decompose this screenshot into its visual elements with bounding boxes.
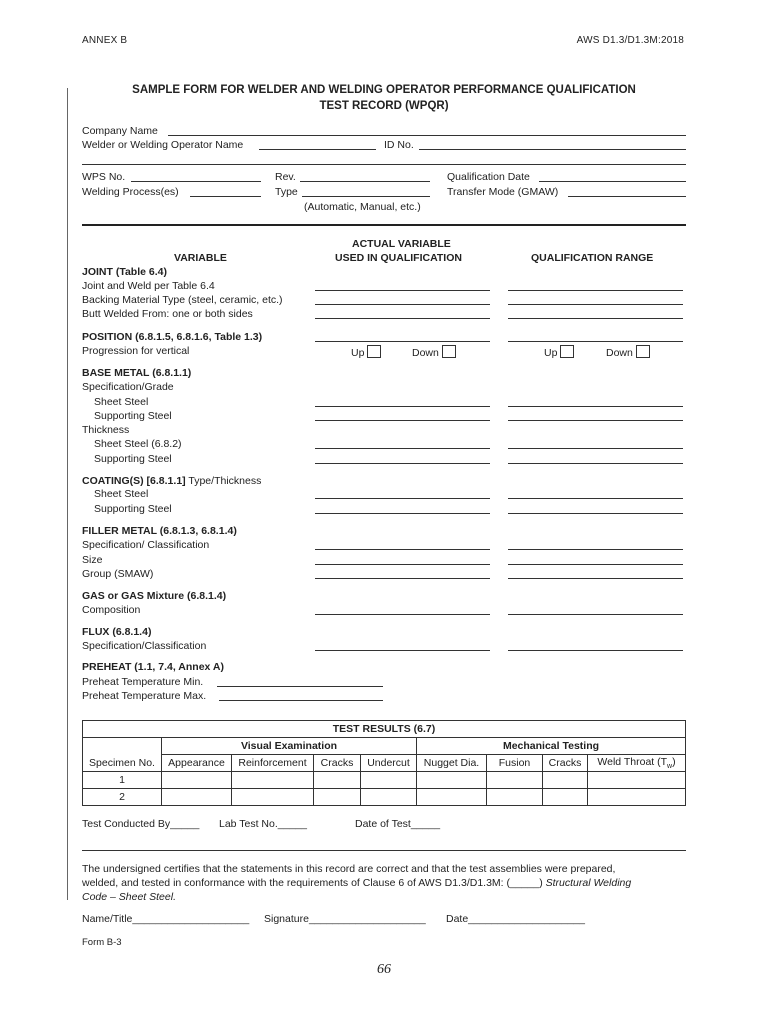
supporting-steel-actual-field[interactable] [315, 420, 490, 421]
cell[interactable] [417, 789, 487, 806]
welder-name-field[interactable] [259, 149, 376, 150]
flux-range-field[interactable] [508, 650, 683, 651]
joint-weld-label: Joint and Weld per Table 6.4 [82, 280, 215, 292]
up-label: Up [544, 347, 558, 359]
wps-no-label: WPS No. [82, 171, 126, 183]
col-header: Fusion [487, 755, 543, 772]
cert-line2 [82, 877, 631, 889]
transfer-mode-label: Transfer Mode (GMAW) [447, 186, 559, 198]
preheat-min-field[interactable] [217, 686, 383, 687]
position-actual-field[interactable] [315, 341, 490, 342]
down-label: Down [412, 347, 439, 359]
actual-up [351, 345, 381, 359]
group-actual-field[interactable] [315, 578, 490, 579]
form-title-line1: SAMPLE FORM FOR WELDER AND WELDING OPERATOR PERFORMANCE QUALIFICATION [132, 84, 636, 96]
coating-sheet-range-field[interactable] [508, 498, 683, 499]
sheet-steel-range-field[interactable] [508, 406, 683, 407]
test-conducted-by[interactable]: Test Conducted By_____ [82, 818, 200, 830]
supporting-steel-label: Supporting Steel [94, 410, 172, 422]
cell[interactable] [543, 772, 588, 789]
type-note: (Automatic, Manual, etc.) [304, 201, 421, 213]
form-title-line2: TEST RECORD (WPQR) [319, 100, 449, 112]
table-row [83, 772, 686, 789]
position-heading: POSITION (6.8.1.5, 6.8.1.6, Table 1.3) [82, 331, 263, 343]
actual-down-checkbox[interactable] [442, 345, 456, 358]
cell[interactable] [162, 789, 232, 806]
supporting-steel-thk-label: Supporting Steel [94, 453, 172, 465]
backing-label: Backing Material Type (steel, ceramic, etc.) [82, 294, 283, 306]
cell[interactable] [361, 772, 417, 789]
position-range-field[interactable] [508, 341, 683, 342]
size-label: Size [82, 554, 103, 566]
sheet-steel-actual-field[interactable] [315, 406, 490, 407]
range-up-checkbox[interactable] [560, 345, 574, 358]
id-no-label: ID No. [384, 139, 414, 151]
butt-range-field[interactable] [508, 318, 683, 319]
size-range-field[interactable] [508, 564, 683, 565]
spec-grade-label: Specification/Grade [82, 381, 174, 393]
range-down-checkbox[interactable] [636, 345, 650, 358]
signature-field[interactable]: Signature____________________ [264, 913, 426, 925]
company-name-field[interactable] [168, 135, 686, 136]
backing-actual-field[interactable] [315, 304, 490, 305]
group-range-field[interactable] [508, 578, 683, 579]
size-actual-field[interactable] [315, 564, 490, 565]
joint-actual-field[interactable] [315, 290, 490, 291]
type-label: Type [275, 186, 298, 198]
cert-line2-text: welded, and tested in conformance with the requirements of Clause 6 of AWS D1.3/D1.3M: (_____) [82, 877, 546, 889]
cell[interactable] [543, 789, 588, 806]
coating-heading [82, 475, 261, 487]
weld-throat-text: Weld Throat (T [597, 755, 668, 768]
coating-heading-rest: Type/Thickness [185, 475, 262, 487]
date-field[interactable]: Date____________________ [446, 913, 585, 925]
thk-supporting-range-field[interactable] [508, 463, 683, 464]
weld-throat-close: ) [672, 755, 676, 768]
cert-line1: The undersigned certifies that the statements in this record are correct and that the test assemblies were prepared, [82, 863, 616, 875]
coating-sheet-label: Sheet Steel [94, 488, 149, 500]
preheat-heading: PREHEAT (1.1, 7.4, Annex A) [82, 661, 224, 673]
butt-label: Butt Welded From: one or both sides [82, 308, 253, 320]
type-field[interactable] [302, 196, 430, 197]
cert-line2-italic: Structural Welding [545, 877, 632, 889]
composition-range-field[interactable] [508, 614, 683, 615]
gas-heading: GAS or GAS Mixture (6.8.1.4) [82, 590, 227, 602]
coating-supporting-actual-field[interactable] [315, 513, 490, 514]
name-title-field[interactable]: Name/Title____________________ [82, 913, 250, 925]
cell[interactable] [361, 789, 417, 806]
preheat-max-label: Preheat Temperature Max. [82, 690, 207, 702]
preheat-max-field[interactable] [219, 700, 383, 701]
actual-down [412, 345, 456, 359]
col-actual-1: ACTUAL VARIABLE [352, 238, 451, 250]
qual-date-label: Qualification Date [447, 171, 530, 183]
actual-up-checkbox[interactable] [367, 345, 381, 358]
company-name-label: Company Name [82, 125, 158, 137]
specimen-no: 2 [83, 789, 162, 806]
cell[interactable] [314, 789, 361, 806]
cell[interactable] [487, 772, 543, 789]
base-metal-heading: BASE METAL (6.8.1.1) [82, 367, 192, 379]
supporting-steel-range-field[interactable] [508, 420, 683, 421]
mechanical-testing-header: Mechanical Testing [417, 738, 686, 755]
specimen-no: 1 [83, 772, 162, 789]
header-right: AWS D1.3/D1.3M:2018 [576, 35, 684, 46]
backing-range-field[interactable] [508, 304, 683, 305]
weld-throat-header [588, 755, 686, 772]
group-label: Group (SMAW) [82, 568, 154, 580]
section-divider [82, 224, 686, 226]
sheet-steel-label: Sheet Steel [94, 396, 149, 408]
table-title-row [83, 721, 686, 738]
welder-name-label: Welder or Welding Operator Name [82, 139, 244, 151]
rev-label: Rev. [275, 171, 296, 183]
joint-range-field[interactable] [508, 290, 683, 291]
cell[interactable] [232, 789, 314, 806]
filler-heading: FILLER METAL (6.8.1.3, 6.8.1.4) [82, 525, 237, 537]
test-results-table [82, 720, 686, 806]
rev-field[interactable] [300, 181, 430, 182]
range-down [606, 345, 650, 359]
margin-bar [67, 88, 68, 900]
spec-class-actual-field[interactable] [315, 549, 490, 550]
thk-supporting-actual-field[interactable] [315, 463, 490, 464]
blank-line[interactable] [82, 164, 686, 165]
coating-heading-bold: COATING(S) [6.8.1.1] [82, 475, 186, 487]
col-range: QUALIFICATION RANGE [531, 252, 654, 264]
joint-heading: JOINT (Table 6.4) [82, 266, 167, 278]
flux-actual-field[interactable] [315, 650, 490, 651]
col-header: Appearance [162, 755, 232, 772]
cell[interactable] [487, 789, 543, 806]
lab-test-no[interactable]: Lab Test No._____ [219, 818, 307, 830]
flux-heading: FLUX (6.8.1.4) [82, 626, 152, 638]
col-header: Reinforcement [232, 755, 314, 772]
coating-supporting-label: Supporting Steel [94, 503, 172, 515]
preheat-min-label: Preheat Temperature Min. [82, 676, 204, 688]
col-variable: VARIABLE [174, 252, 227, 264]
down-label: Down [606, 347, 633, 359]
table-group-row [83, 738, 686, 755]
table-header-row [83, 755, 686, 772]
wps-no-field[interactable] [131, 181, 261, 182]
transfer-mode-field[interactable] [568, 196, 686, 197]
col-header: Cracks [543, 755, 588, 772]
weld-throat-sub: w [667, 763, 673, 771]
cell[interactable] [232, 772, 314, 789]
form-number: Form B-3 [82, 937, 122, 948]
spec-class-range-field[interactable] [508, 549, 683, 550]
blank-cell [83, 738, 162, 755]
date-of-test[interactable]: Date of Test_____ [355, 818, 441, 830]
cell[interactable] [588, 789, 686, 806]
butt-actual-field[interactable] [315, 318, 490, 319]
cell[interactable] [588, 772, 686, 789]
welding-process-label: Welding Process(es) [82, 186, 179, 198]
range-up [544, 345, 574, 359]
page-number: 66 [377, 962, 391, 977]
coating-sheet-actual-field[interactable] [315, 498, 490, 499]
progression-label: Progression for vertical [82, 345, 190, 357]
composition-actual-field[interactable] [315, 614, 490, 615]
thickness-label: Thickness [82, 424, 130, 436]
footer-divider [82, 850, 686, 851]
cert-line3: Code – Sheet Steel. [82, 891, 176, 903]
qual-date-field[interactable] [539, 181, 686, 182]
sheet-steel-682-label: Sheet Steel (6.8.2) [94, 438, 182, 450]
thk-sheet-actual-field[interactable] [315, 448, 490, 449]
col-header: Specimen No. [83, 755, 162, 772]
cell[interactable] [314, 772, 361, 789]
col-header: Nugget Dia. [417, 755, 487, 772]
thk-sheet-range-field[interactable] [508, 448, 683, 449]
spec-class-label: Specification/ Classification [82, 539, 210, 551]
header-left: ANNEX B [82, 35, 128, 46]
test-results-title: TEST RESULTS (6.7) [83, 721, 686, 738]
col-actual-2: USED IN QUALIFICATION [335, 252, 462, 264]
composition-label: Composition [82, 604, 141, 616]
flux-spec-label: Specification/Classification [82, 640, 207, 652]
id-no-field[interactable] [419, 149, 686, 150]
welding-process-field[interactable] [190, 196, 261, 197]
cell[interactable] [162, 772, 232, 789]
col-header: Undercut [361, 755, 417, 772]
cell[interactable] [417, 772, 487, 789]
visual-exam-header: Visual Examination [162, 738, 417, 755]
table-row [83, 789, 686, 806]
coating-supporting-range-field[interactable] [508, 513, 683, 514]
up-label: Up [351, 347, 365, 359]
col-header: Cracks [314, 755, 361, 772]
